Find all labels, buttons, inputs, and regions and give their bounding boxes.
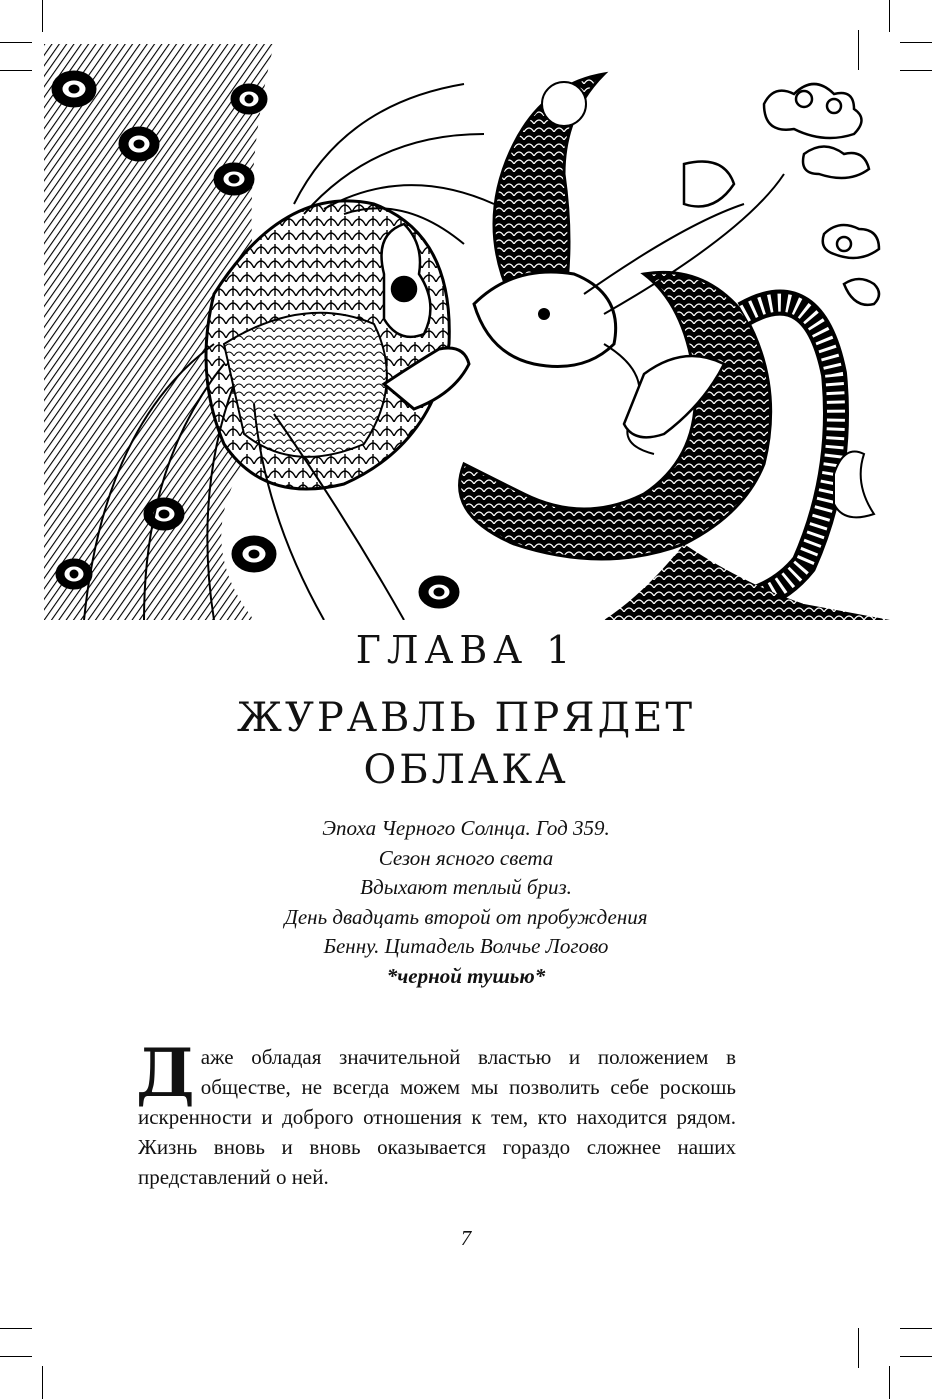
epigraph-line: День двадцать второй от пробуждения <box>284 904 648 929</box>
page-number: 7 <box>460 1226 472 1250</box>
epigraph-line: Бенну. Цитадель Волчье Логово <box>323 934 609 958</box>
crop-mark <box>42 1366 43 1399</box>
crop-mark <box>900 1328 932 1329</box>
crop-mark <box>900 70 932 71</box>
crop-mark <box>889 1366 890 1399</box>
chapter-number: ГЛАВА 1 <box>355 628 577 672</box>
epigraph <box>0 814 932 991</box>
crop-mark <box>900 1356 932 1357</box>
chapter-title-line: ЖУРАВЛЬ ПРЯДЕТ <box>237 695 695 741</box>
body-paragraph <box>136 1034 736 1192</box>
epigraph-line: Вдыхают теплый бриз. <box>360 875 572 899</box>
crop-mark <box>42 0 43 32</box>
crop-mark <box>889 0 890 32</box>
phoenix-dragon-illustration <box>44 44 890 620</box>
epigraph-line: Сезон ясного света <box>378 845 554 870</box>
crop-mark <box>0 42 32 43</box>
crop-mark <box>858 1328 859 1368</box>
crop-mark <box>0 70 32 71</box>
crop-mark <box>0 1356 32 1357</box>
crop-mark <box>900 42 932 43</box>
epigraph-line: Эпоха Черного Солнца. Год 359. <box>322 816 610 840</box>
chapter-title-line: ОБЛАКА <box>363 747 569 793</box>
epigraph-note: *черной тушью* <box>386 963 546 988</box>
crop-mark <box>0 1328 32 1329</box>
chapter-title <box>0 692 932 796</box>
body-text: аже обладая значительной властью и положением в обществе, не всегда можем мы позволить себе роскошь искренности и доброго отношения к тем, кто находится рядом. Жизнь вновь и вновь оказывается гораздо сложнее наших представлений о ней. <box>138 1045 736 1189</box>
drop-cap: Д <box>136 1034 195 1112</box>
